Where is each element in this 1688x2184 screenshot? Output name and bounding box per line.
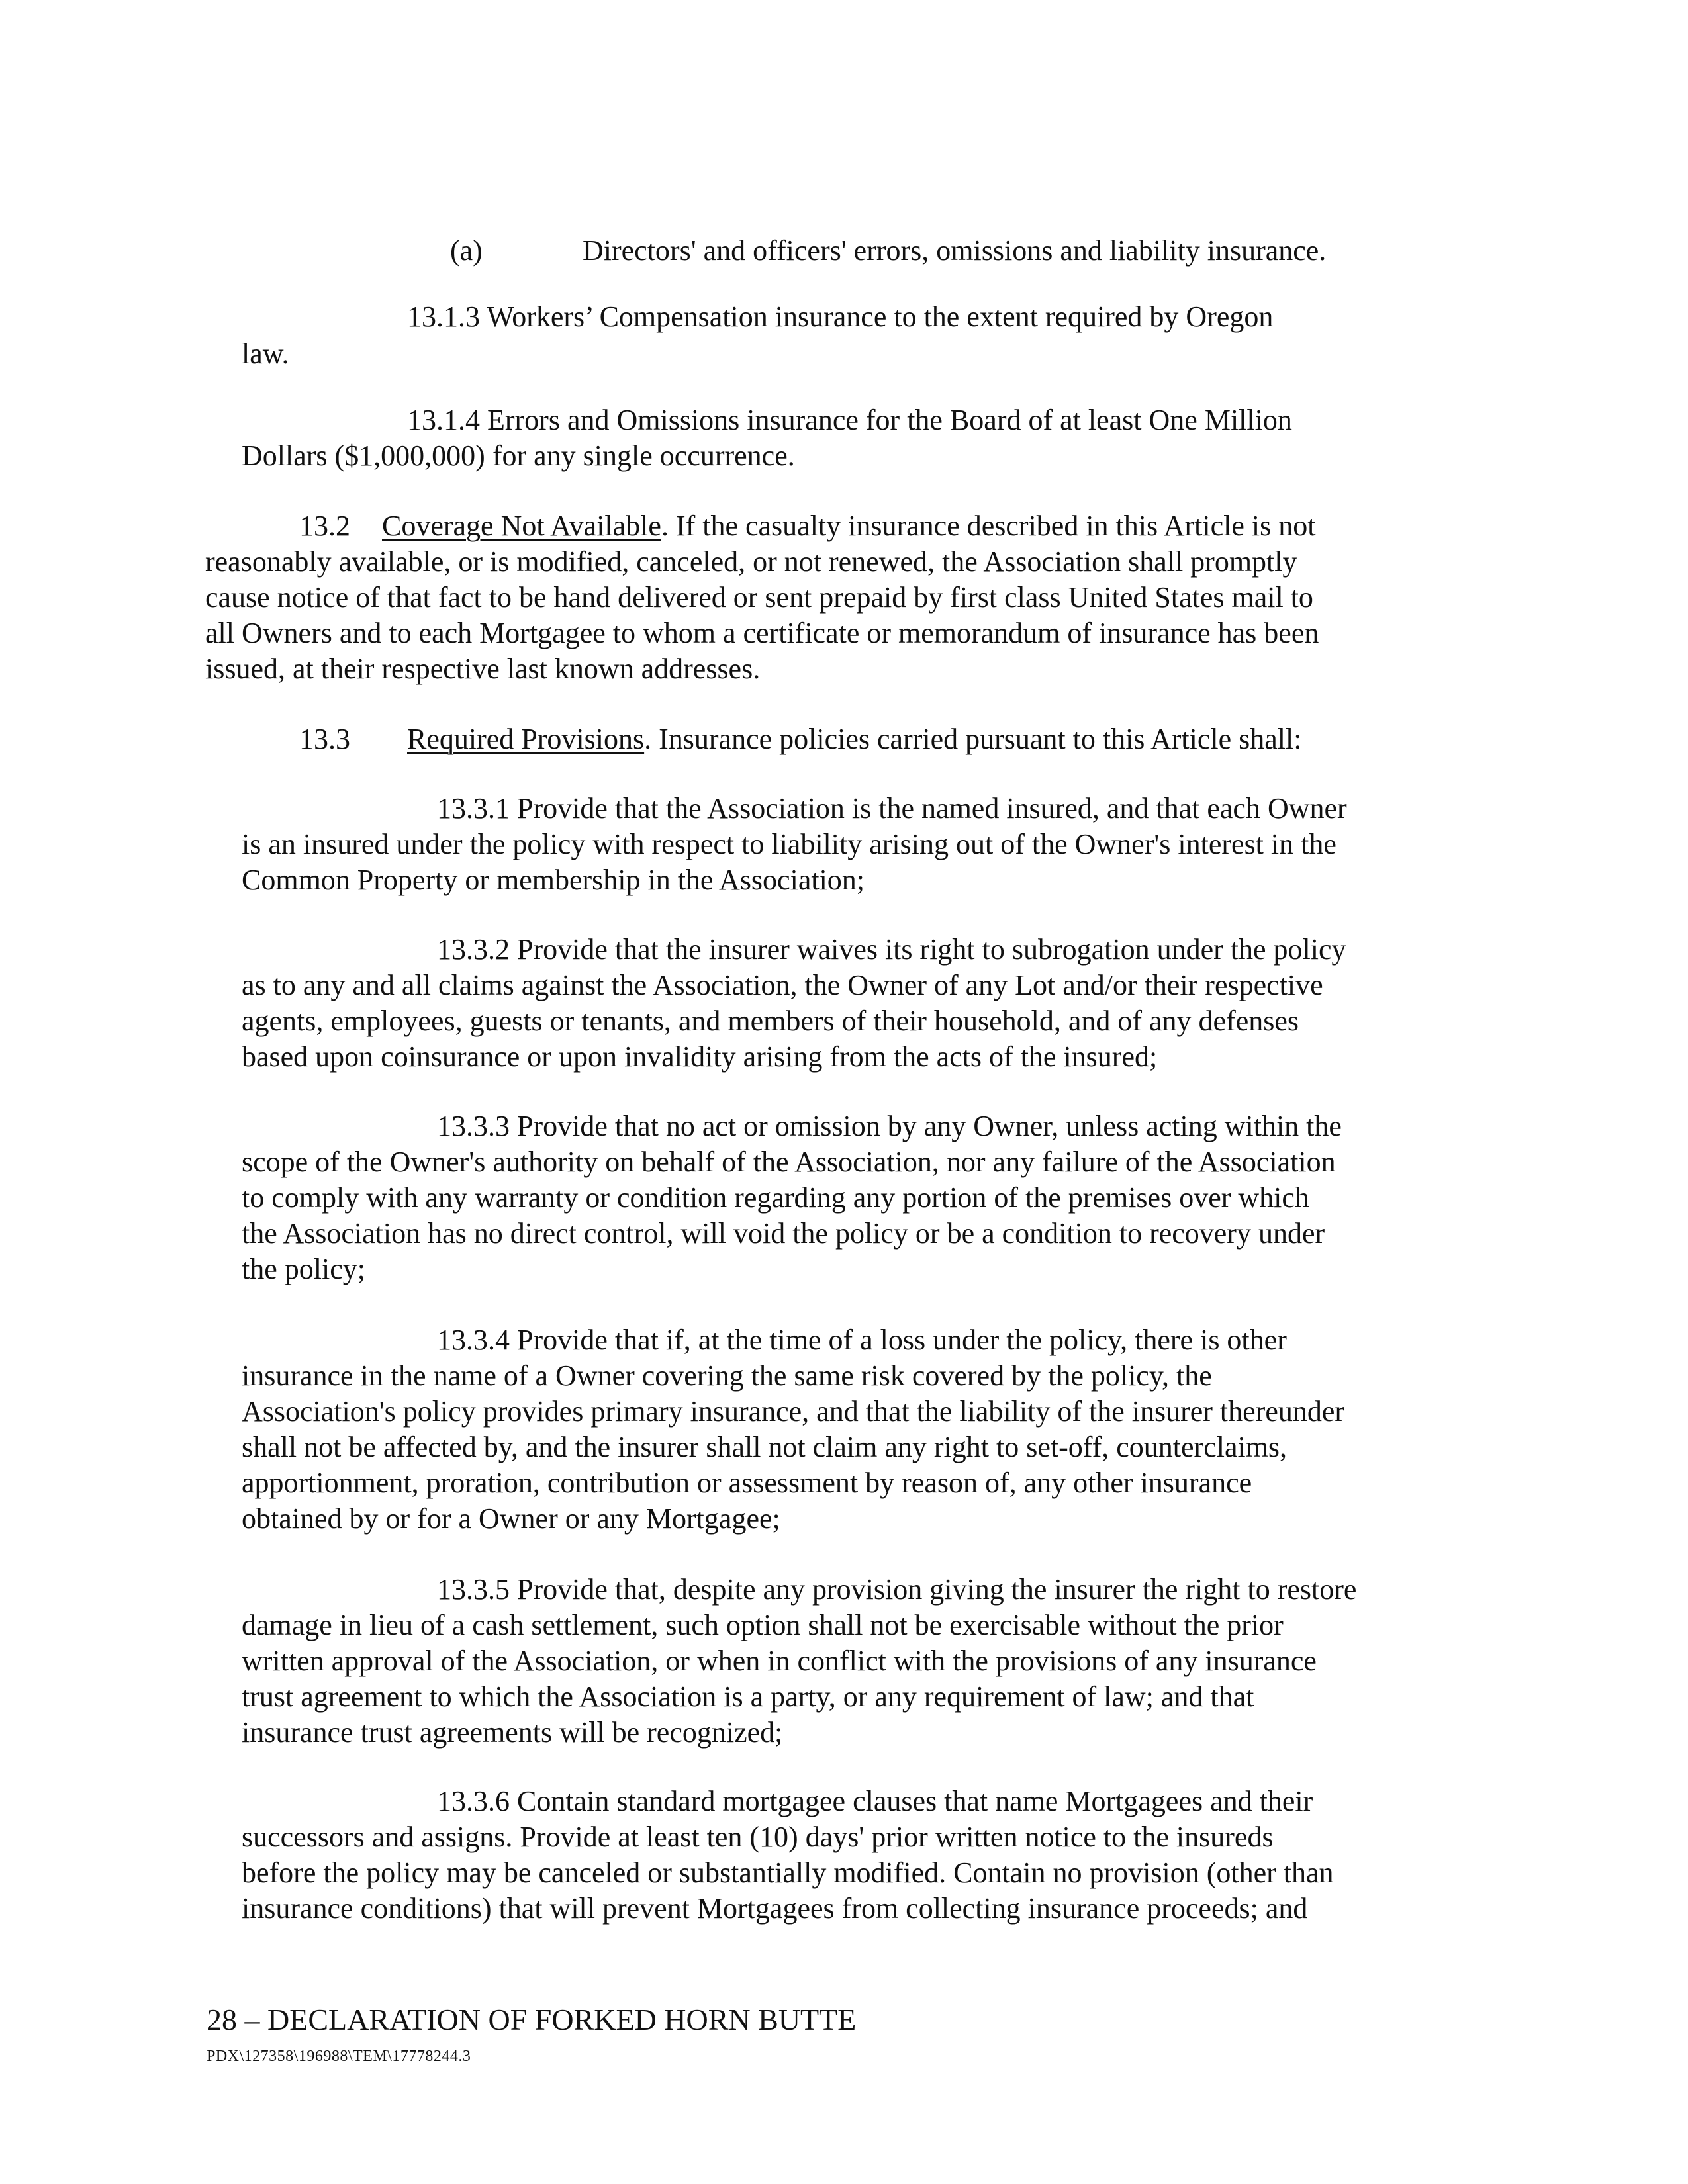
section-13-3-6: 13.3.6 Contain standard mortgagee clauses that name Mortgagees and their successors and assigns. Provide at least ten (10) days' prior written notice to the insureds before the policy may be canceled or substantially modified. Contain no provision (other than insurance conditions) that will prevent Mortgagees from collecting insurance proceeds; and (242, 1785, 1334, 1925)
section-13-3-2: 13.3.2 Provide that the insurer waives its right to subrogation under the policy as to any and all claims against the Association, the Owner of any Lot and/or their respective agents, employees, guests or tenants, and members of their household, and of any defenses based upon coinsurance or upon invalidity arising from the acts of the insured; (242, 933, 1346, 1073)
item-a-text: Directors' and officers' errors, omissions and liability insurance. (583, 234, 1327, 267)
footer-document-code: PDX\127358\196988\TEM\17778244.3 (207, 2048, 471, 2065)
section-13-1-3-continuation: law. (242, 338, 289, 370)
section-13-3-1: 13.3.1 Provide that the Association is the named insured, and that each Owner is an insured under the policy with respect to liability arising out of the Owner's interest in the Common Property or membership in the Association; (242, 792, 1347, 896)
section-number: 13.2 (299, 510, 350, 542)
section-number: 13.3 (299, 723, 350, 755)
section-13-2: 13.2 Coverage Not Available. If the casualty insurance described in this Article is not reasonably available, or is modified, canceled, or not renewed, the Association shall promptly cause notice of that fact to be hand delivered or sent prepaid by first class United States mail to all Owners and to each Mortgagee to whom a certificate or memorandum of insurance has been issued, at their respective last known addresses. (205, 510, 1319, 685)
section-heading: Required Provisions (407, 723, 645, 755)
section-number: 13.1.3 (407, 300, 480, 333)
section-13-3-5: 13.3.5 Provide that, despite any provision giving the insurer the right to restore damage in lieu of a cash settlement, such option shall not be exercisable without the prior written approval of the Association, or when in conflict with the provisions of any insurance trust agreement to which the Association is a party, or any requirement of law; and that insurance trust agreements will be recognized; (242, 1573, 1357, 1749)
section-heading: Coverage Not Available (382, 510, 661, 542)
item-a-label: (a) (450, 234, 483, 267)
footer-title: 28 – DECLARATION OF FORKED HORN BUTTE (207, 2003, 857, 2036)
section-13-1-3: 13.1.3 Workers’ Compensation insurance to the extent required by Oregon (407, 300, 1274, 333)
item-a (450, 233, 483, 269)
section-13-1-4: 13.1.4 Errors and Omissions insurance for the Board of at least One Million Dollars ($1,000,000) for any single occurrence. (242, 404, 1292, 472)
section-13-3: 13.3 Required Provisions. Insurance policies carried pursuant to this Article shall: (299, 723, 1302, 755)
section-13-3-3: 13.3.3 Provide that no act or omission by any Owner, unless acting within the scope of the Owner's authority on behalf of the Association, nor any failure of the Association to comply with any warranty or condition regarding any portion of the premises over which the Association has no direct control, will void the policy or be a condition to recovery under the policy; (242, 1110, 1342, 1285)
section-13-3-4: 13.3.4 Provide that if, at the time of a loss under the policy, there is other insurance in the name of a Owner covering the same risk covered by the policy, the Association's policy provides primary insurance, and that the liability of the insurer thereunder shall not be affected by, and the insurer shall not claim any right to set-off, counterclaims, apportionment, proration, contribution or assessment by reason of, any other insurance obtained by or for a Owner or any Mortgagee; (242, 1324, 1345, 1535)
